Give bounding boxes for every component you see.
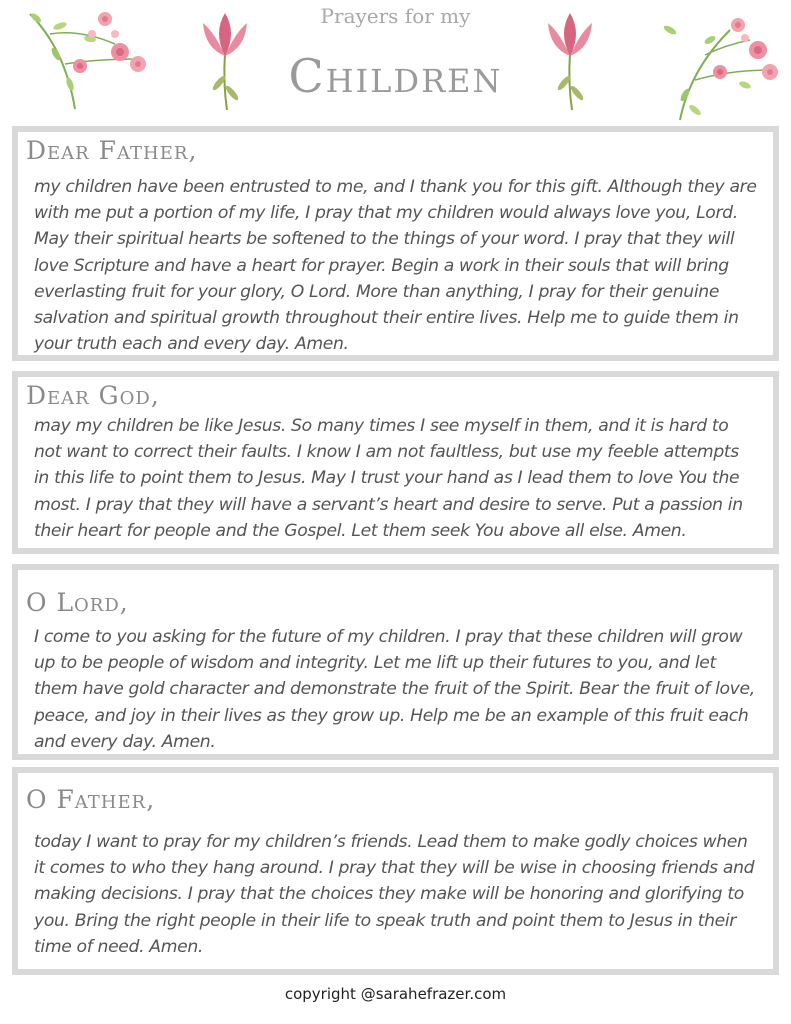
prayer-text: today I want to pray for my children’s friends. Lead them to make godly choices when it comes to who they hang around. I pray that they will be wise in choosing friends and making decisions. I pray that the choices they make will be honoring and glorifying to you. Bring the right people in their life to speak truth and point them to Jesus in their time of need. Amen. [34, 832, 755, 957]
page-title: Children [288, 49, 503, 103]
flower-branch-icon-right [650, 10, 785, 125]
page-header [0, 0, 791, 125]
tulip-icon-right [540, 8, 600, 113]
page-subtitle: Prayers for my [320, 4, 471, 28]
prayer-heading: O Father, [26, 785, 156, 814]
prayer-heading: Dear God, [26, 381, 160, 410]
prayer-card-1 [12, 126, 779, 361]
prayer-text: my children have been entrusted to me, and I thank you for this gift. Although they are with me put a portion of my life, I pray that my children would always love you, Lord. May their spiritual hearts be softened to the things of your word. I pray that they will love Scripture and have a heart for prayer. Begin a work in their souls that will bring everlasting fruit for your glory, O Lord. More than anything, I pray for their genuine salvation and spiritual growth throughout their entire lives. Help me to guide them in your truth each and every day. Amen. [34, 177, 757, 355]
prayer-heading: O Lord, [26, 588, 129, 617]
prayer-card-4 [12, 767, 779, 975]
prayer-heading: Dear Father, [26, 136, 198, 165]
prayer-text: may my children be like Jesus. So many times I see myself in them, and it is hard to not want to correct their faults. I know I am not faultless, but use my feeble attempts in this life to point them to Jesus. May I trust your hand as I lead them to love You the most. I pray that they will have a servant’s heart and desire to serve. Put a passion in their heart for people and the Gospel. Let them seek You above all else. Amen. [34, 416, 743, 541]
prayer-card-3 [12, 564, 779, 760]
prayer-card-2 [12, 371, 779, 554]
prayer-text: I come to you asking for the future of my children. I pray that these children will grow up to be people of wisdom and integrity. Let me lift up their futures to you, and let them have gold character and demonstrate the fruit of the Spirit. Bear the fruit of love, peace, and joy in their lives as they grow up. Help me be an example of this fruit each and every day. Amen. [34, 627, 755, 752]
copyright-footer: copyright @sarahefrazer.com [284, 985, 507, 1003]
